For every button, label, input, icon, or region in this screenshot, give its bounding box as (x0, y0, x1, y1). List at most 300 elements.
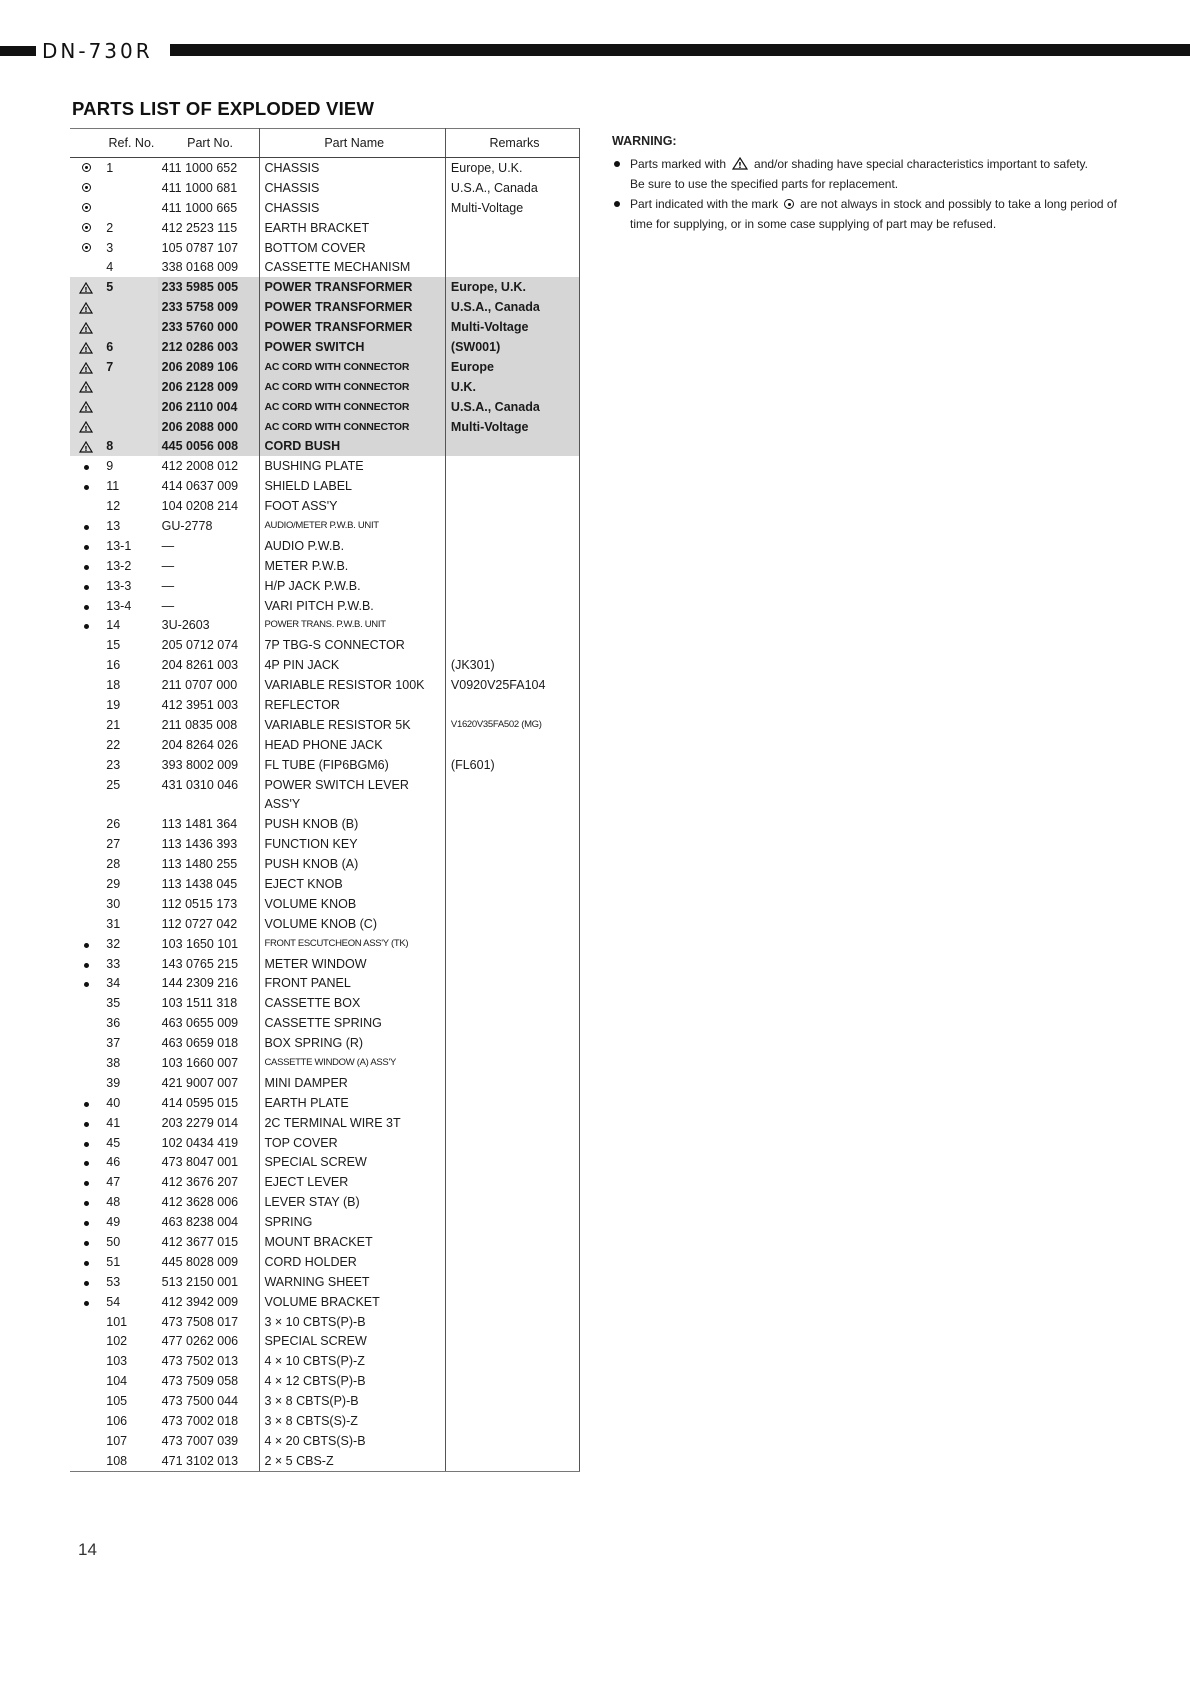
part-no-cell: 412 2008 012 (158, 456, 260, 476)
remarks-cell (445, 914, 579, 934)
part-no-cell: 211 0707 000 (158, 675, 260, 695)
part-no-cell: 206 2110 004 (158, 397, 260, 417)
remarks-cell (445, 1212, 579, 1232)
part-no-cell: 411 1000 652 (158, 158, 260, 178)
part-no-cell: 113 1436 393 (158, 834, 260, 854)
row-mark-cell (70, 297, 102, 317)
table-row (70, 496, 580, 516)
remarks-cell: Europe, U.K. (445, 158, 579, 178)
row-mark-cell (70, 934, 102, 954)
table-row (70, 894, 580, 914)
table-row (70, 456, 580, 476)
ref-no-cell: 13-2 (106, 558, 132, 573)
bullet-dot-icon (84, 1142, 89, 1147)
part-name-cell: ASS'Y (260, 795, 445, 815)
circled-dot-icon (82, 163, 91, 172)
table-row (70, 397, 580, 417)
table-row (70, 377, 580, 397)
row-mark-cell (70, 1073, 102, 1093)
row-mark-cell (70, 615, 102, 635)
part-name-cell: EJECT LEVER (260, 1172, 445, 1192)
safety-triangle-icon (79, 381, 93, 393)
ref-no-cell: 48 (106, 1195, 121, 1210)
ref-no-cell: 13-3 (106, 578, 132, 593)
part-no-cell: 412 3951 003 (158, 695, 260, 715)
table-row (70, 1212, 580, 1232)
table-row (70, 1371, 580, 1391)
ref-no-cell: 31 (106, 916, 121, 931)
ref-no-cell: 23 (106, 757, 121, 772)
row-mark-cell (70, 1332, 102, 1352)
ref-no-cell: 13-1 (106, 538, 132, 553)
table-row (70, 337, 580, 357)
part-name-cell: SHIELD LABEL (260, 476, 445, 496)
part-name-cell: 4P PIN JACK (260, 655, 445, 675)
header-bar-right (170, 44, 1190, 56)
bullet-dot-icon (84, 545, 89, 550)
remarks-cell: Multi-Voltage (445, 198, 579, 218)
table-row (70, 1053, 580, 1073)
part-name-cell: VARI PITCH P.W.B. (260, 596, 445, 616)
remarks-cell (445, 596, 579, 616)
bullet-dot-icon (84, 1102, 89, 1107)
row-mark-cell (70, 675, 102, 695)
row-mark-cell (70, 1053, 102, 1073)
bullet-dot-icon (84, 1241, 89, 1246)
table-row (70, 556, 580, 576)
part-name-cell: MINI DAMPER (260, 1073, 445, 1093)
ref-no-cell: 106 (106, 1414, 128, 1429)
remarks-cell (445, 874, 579, 894)
table-row (70, 814, 580, 834)
part-no-cell: 233 5760 000 (158, 317, 260, 337)
header-bar-left (0, 46, 36, 56)
part-name-cell: SPECIAL SCREW (260, 1332, 445, 1352)
part-no-cell: 205 0712 074 (158, 635, 260, 655)
part-no-cell: 204 8264 026 (158, 735, 260, 755)
table-row (70, 954, 580, 974)
safety-triangle-icon (79, 401, 93, 413)
remarks-cell: V0920V25FA104 (445, 675, 579, 695)
part-name-cell: VOLUME KNOB (C) (260, 914, 445, 934)
remarks-cell (445, 894, 579, 914)
part-name-cell: 7P TBG-S CONNECTOR (260, 635, 445, 655)
ref-no-cell: 38 (106, 1056, 121, 1071)
row-mark-cell (70, 814, 102, 834)
part-no-cell: 233 5985 005 (158, 277, 260, 297)
row-mark-cell (70, 436, 102, 456)
circled-dot-icon (784, 199, 794, 209)
table-row (70, 1351, 580, 1371)
part-no-cell: 513 2150 001 (158, 1272, 260, 1292)
table-row (70, 1093, 580, 1113)
table-row (70, 1411, 580, 1431)
warning-item1-text-a: Parts marked with (630, 157, 727, 171)
row-mark-cell (70, 655, 102, 675)
bullet-dot-icon (84, 624, 89, 629)
part-no-cell: 473 7509 058 (158, 1371, 260, 1391)
ref-no-cell: 9 (106, 459, 114, 474)
bullet-dot-icon (84, 1281, 89, 1286)
part-no-cell: 473 7508 017 (158, 1312, 260, 1332)
table-row (70, 675, 580, 695)
ref-no-cell (102, 795, 157, 815)
table-row (70, 158, 580, 178)
ref-no-cell: 32 (106, 936, 121, 951)
remarks-cell (445, 1411, 579, 1431)
bullet-dot-icon (84, 943, 89, 948)
ref-no-cell: 12 (106, 499, 121, 514)
bullet-dot-icon (84, 485, 89, 490)
remarks-cell (445, 257, 579, 277)
bullet-dot-icon (84, 565, 89, 570)
part-no-cell: 473 7007 039 (158, 1431, 260, 1451)
part-no-cell: — (158, 596, 260, 616)
row-mark-cell (70, 337, 102, 357)
bullet-dot-icon (84, 585, 89, 590)
part-name-cell: 4 × 20 CBTS(S)-B (260, 1431, 445, 1451)
remarks-cell (445, 1371, 579, 1391)
table-row (70, 974, 580, 994)
row-mark-cell (70, 635, 102, 655)
part-name-cell: 3 × 8 CBTS(S)-Z (260, 1411, 445, 1431)
warning-block (612, 134, 1132, 234)
ref-no-cell (102, 417, 157, 437)
row-mark-cell (70, 496, 102, 516)
part-name-cell: FUNCTION KEY (260, 834, 445, 854)
part-no-cell: 412 2523 115 (158, 218, 260, 238)
part-name-cell: POWER SWITCH (260, 337, 445, 357)
remarks-cell: Europe (445, 357, 579, 377)
part-no-cell (158, 795, 260, 815)
warning-title: WARNING: (612, 134, 677, 148)
bullet-dot-icon (84, 1161, 89, 1166)
warning-item1-text-c: Be sure to use the specified parts for replacement. (630, 177, 899, 191)
ref-no-cell: 50 (106, 1235, 121, 1250)
svg-text:!: ! (84, 445, 88, 454)
remarks-cell (445, 476, 579, 496)
part-name-cell: METER P.W.B. (260, 556, 445, 576)
ref-no-cell: 103 (106, 1354, 128, 1369)
table-row (70, 178, 580, 198)
row-mark-cell (70, 854, 102, 874)
row-mark-cell (70, 218, 102, 238)
safety-triangle-icon (79, 421, 93, 433)
ref-no-cell: 41 (106, 1115, 121, 1130)
part-name-cell: LEVER STAY (B) (260, 1192, 445, 1212)
part-name-cell: POWER TRANSFORMER (260, 297, 445, 317)
part-name-cell: CHASSIS (260, 178, 445, 198)
part-no-cell: 206 2128 009 (158, 377, 260, 397)
row-mark-cell (70, 1451, 102, 1471)
table-row (70, 854, 580, 874)
bullet-dot-icon (84, 605, 89, 610)
row-mark-cell (70, 1033, 102, 1053)
ref-no-cell: 35 (106, 996, 121, 1011)
part-no-cell: 113 1438 045 (158, 874, 260, 894)
table-row (70, 596, 580, 616)
row-mark-cell (70, 1252, 102, 1272)
safety-triangle-icon (79, 302, 93, 314)
model-name: DN-730R (42, 39, 153, 63)
row-mark-cell (70, 1153, 102, 1173)
ref-no-cell (102, 198, 157, 218)
circled-dot-icon (82, 223, 91, 232)
row-mark-cell (70, 397, 102, 417)
part-name-cell: REFLECTOR (260, 695, 445, 715)
circled-dot-icon (82, 203, 91, 212)
row-mark-cell (70, 456, 102, 476)
part-name-cell: AUDIO/METER P.W.B. UNIT (260, 516, 445, 536)
parts-table (70, 128, 580, 1472)
ref-no-cell: 101 (106, 1314, 128, 1329)
remarks-cell (445, 1451, 579, 1471)
part-name-cell: 3 × 8 CBTS(P)-B (260, 1391, 445, 1411)
circled-dot-icon (82, 183, 91, 192)
ref-no-cell: 13-4 (106, 598, 132, 613)
part-no-cell: 113 1481 364 (158, 814, 260, 834)
part-name-cell: BOTTOM COVER (260, 238, 445, 258)
ref-no-cell: 3 (106, 240, 114, 255)
part-name-cell: CASSETTE SPRING (260, 1013, 445, 1033)
svg-text:!: ! (84, 345, 88, 354)
row-mark-cell (70, 198, 102, 218)
part-name-cell: CASSETTE MECHANISM (260, 257, 445, 277)
bullet-dot-icon (84, 982, 89, 987)
part-no-cell: 412 3942 009 (158, 1292, 260, 1312)
row-mark-cell (70, 476, 102, 496)
remarks-cell (445, 1133, 579, 1153)
part-no-cell: 411 1000 681 (158, 178, 260, 198)
parts-table-body (70, 158, 580, 1472)
part-name-cell: FRONT ESCUTCHEON ASS'Y (TK) (260, 934, 445, 954)
svg-text:!: ! (84, 405, 88, 414)
part-no-cell: 102 0434 419 (158, 1133, 260, 1153)
table-row (70, 1232, 580, 1252)
svg-text:!: ! (84, 385, 88, 394)
part-name-cell: FL TUBE (FIP6BGM6) (260, 755, 445, 775)
part-no-cell: 144 2309 216 (158, 974, 260, 994)
row-mark-cell (70, 1192, 102, 1212)
remarks-cell (445, 1391, 579, 1411)
table-row (70, 1153, 580, 1173)
table-row (70, 218, 580, 238)
table-row (70, 695, 580, 715)
safety-triangle-icon (732, 157, 748, 170)
part-name-cell: POWER SWITCH LEVER (260, 775, 445, 795)
remarks-cell (445, 576, 579, 596)
part-name-cell: 2 × 5 CBS-Z (260, 1451, 445, 1471)
table-row (70, 715, 580, 735)
part-no-cell: 414 0595 015 (158, 1093, 260, 1113)
table-row (70, 1172, 580, 1192)
part-no-cell: — (158, 576, 260, 596)
part-no-cell: 103 1650 101 (158, 934, 260, 954)
part-name-cell: FRONT PANEL (260, 974, 445, 994)
ref-no-cell: 54 (106, 1294, 121, 1309)
row-mark-cell (70, 1232, 102, 1252)
row-mark-cell (70, 1172, 102, 1192)
table-row (70, 655, 580, 675)
part-name-cell: 3 × 10 CBTS(P)-B (260, 1312, 445, 1332)
row-mark-cell (70, 914, 102, 934)
part-name-cell: CORD BUSH (260, 436, 445, 456)
row-mark-cell (70, 1113, 102, 1133)
part-name-cell: MOUNT BRACKET (260, 1232, 445, 1252)
remarks-cell: U.S.A., Canada (445, 178, 579, 198)
ref-no-cell: 40 (106, 1095, 121, 1110)
row-mark-cell (70, 158, 102, 178)
ref-no-cell: 21 (106, 717, 121, 732)
row-mark-cell (70, 1292, 102, 1312)
table-row (70, 357, 580, 377)
row-mark-cell (70, 377, 102, 397)
ref-no-cell: 51 (106, 1254, 121, 1269)
remarks-cell (445, 1272, 579, 1292)
remarks-cell (445, 615, 579, 635)
table-row (70, 635, 580, 655)
remarks-cell (445, 496, 579, 516)
table-row (70, 536, 580, 556)
part-name-cell: VARIABLE RESISTOR 100K (260, 675, 445, 695)
table-row (70, 914, 580, 934)
ref-no-cell: 107 (106, 1433, 128, 1448)
part-name-cell: AUDIO P.W.B. (260, 536, 445, 556)
warning-item-safety (612, 154, 1132, 194)
table-row (70, 615, 580, 635)
row-mark-cell (70, 317, 102, 337)
row-mark-cell (70, 1411, 102, 1431)
row-mark-cell (70, 954, 102, 974)
ref-no-cell: 39 (106, 1075, 121, 1090)
row-mark-cell (70, 695, 102, 715)
ref-no-cell: 36 (106, 1016, 121, 1031)
row-mark-cell (70, 257, 102, 277)
row-mark-cell (70, 417, 102, 437)
part-name-cell: VOLUME BRACKET (260, 1292, 445, 1312)
warning-item2-text-a: Part indicated with the mark (630, 197, 779, 211)
table-row (70, 516, 580, 536)
table-row (70, 297, 580, 317)
part-no-cell: 206 2088 000 (158, 417, 260, 437)
ref-no-cell (102, 297, 157, 317)
ref-no-cell: 13 (106, 518, 121, 533)
ref-no-cell: 49 (106, 1215, 121, 1230)
table-row (70, 1113, 580, 1133)
part-no-header: Part No. (158, 129, 260, 158)
ref-no-cell: 102 (106, 1334, 128, 1349)
bullet-dot-icon (84, 963, 89, 968)
page-title: PARTS LIST OF EXPLODED VIEW (72, 98, 375, 119)
warning-item1-text-b: and/or shading have special characteristics important to safety. (754, 157, 1088, 171)
table-row (70, 1192, 580, 1212)
remarks-cell (445, 1093, 579, 1113)
part-name-cell: SPRING (260, 1212, 445, 1232)
bullet-dot-icon (84, 1122, 89, 1127)
row-mark-cell (70, 755, 102, 775)
table-row (70, 317, 580, 337)
row-mark-cell (70, 1013, 102, 1033)
row-mark-cell (70, 556, 102, 576)
remarks-cell (445, 1192, 579, 1212)
part-no-cell: 103 1660 007 (158, 1053, 260, 1073)
remarks-cell (445, 1013, 579, 1033)
table-row (70, 1073, 580, 1093)
table-row (70, 1033, 580, 1053)
circled-dot-icon (82, 243, 91, 252)
part-name-cell: METER WINDOW (260, 954, 445, 974)
remarks-cell (445, 1033, 579, 1053)
ref-no-cell: 1 (106, 160, 114, 175)
ref-no-cell: 108 (102, 1451, 157, 1471)
part-no-cell: — (158, 536, 260, 556)
table-row (70, 1391, 580, 1411)
part-name-cell: PUSH KNOB (A) (260, 854, 445, 874)
ref-no-cell: 37 (106, 1036, 121, 1051)
table-row (70, 277, 580, 297)
remarks-cell (445, 536, 579, 556)
mark-column-header (70, 129, 102, 158)
remarks-cell (445, 854, 579, 874)
table-row (70, 476, 580, 496)
part-name-cell: AC CORD WITH CONNECTOR (260, 357, 445, 377)
remarks-cell (445, 974, 579, 994)
part-name-cell: CORD HOLDER (260, 1252, 445, 1272)
part-name-cell: SPECIAL SCREW (260, 1153, 445, 1173)
safety-triangle-icon (79, 282, 93, 294)
table-row (70, 775, 580, 795)
remarks-cell (445, 635, 579, 655)
ref-no-cell: 26 (106, 817, 121, 832)
part-no-cell: 445 8028 009 (158, 1252, 260, 1272)
part-name-cell: CHASSIS (260, 198, 445, 218)
table-row (70, 1332, 580, 1352)
remarks-cell (445, 1053, 579, 1073)
part-no-cell: 393 8002 009 (158, 755, 260, 775)
table-row (70, 795, 580, 815)
part-no-cell: 473 7002 018 (158, 1411, 260, 1431)
remarks-cell (445, 1292, 579, 1312)
table-row (70, 576, 580, 596)
row-mark-cell (70, 576, 102, 596)
part-name-cell: BOX SPRING (R) (260, 1033, 445, 1053)
ref-no-cell: 29 (106, 877, 121, 891)
part-name-cell: POWER TRANS. P.W.B. UNIT (260, 615, 445, 635)
ref-no-cell: 47 (106, 1175, 121, 1190)
svg-text:!: ! (84, 365, 88, 374)
table-row (70, 1252, 580, 1272)
part-no-cell: 411 1000 665 (158, 198, 260, 218)
part-name-cell: 4 × 12 CBTS(P)-B (260, 1371, 445, 1391)
part-no-cell: 463 0655 009 (158, 1013, 260, 1033)
remarks-cell (445, 1113, 579, 1133)
ref-no-cell (102, 178, 157, 198)
part-name-cell: CASSETTE WINDOW (A) ASS'Y (260, 1053, 445, 1073)
part-name-cell: 2C TERMINAL WIRE 3T (260, 1113, 445, 1133)
remarks-cell (445, 735, 579, 755)
ref-no-cell: 45 (106, 1135, 121, 1150)
row-mark-cell (70, 1093, 102, 1113)
part-no-cell: 204 8261 003 (158, 655, 260, 675)
ref-no-cell: 5 (102, 277, 157, 297)
remarks-cell (445, 1232, 579, 1252)
safety-triangle-icon (79, 322, 93, 334)
part-no-cell: 473 8047 001 (158, 1153, 260, 1173)
table-row (70, 1292, 580, 1312)
remarks-cell (445, 238, 579, 258)
remarks-cell (445, 795, 579, 815)
remarks-cell (445, 456, 579, 476)
